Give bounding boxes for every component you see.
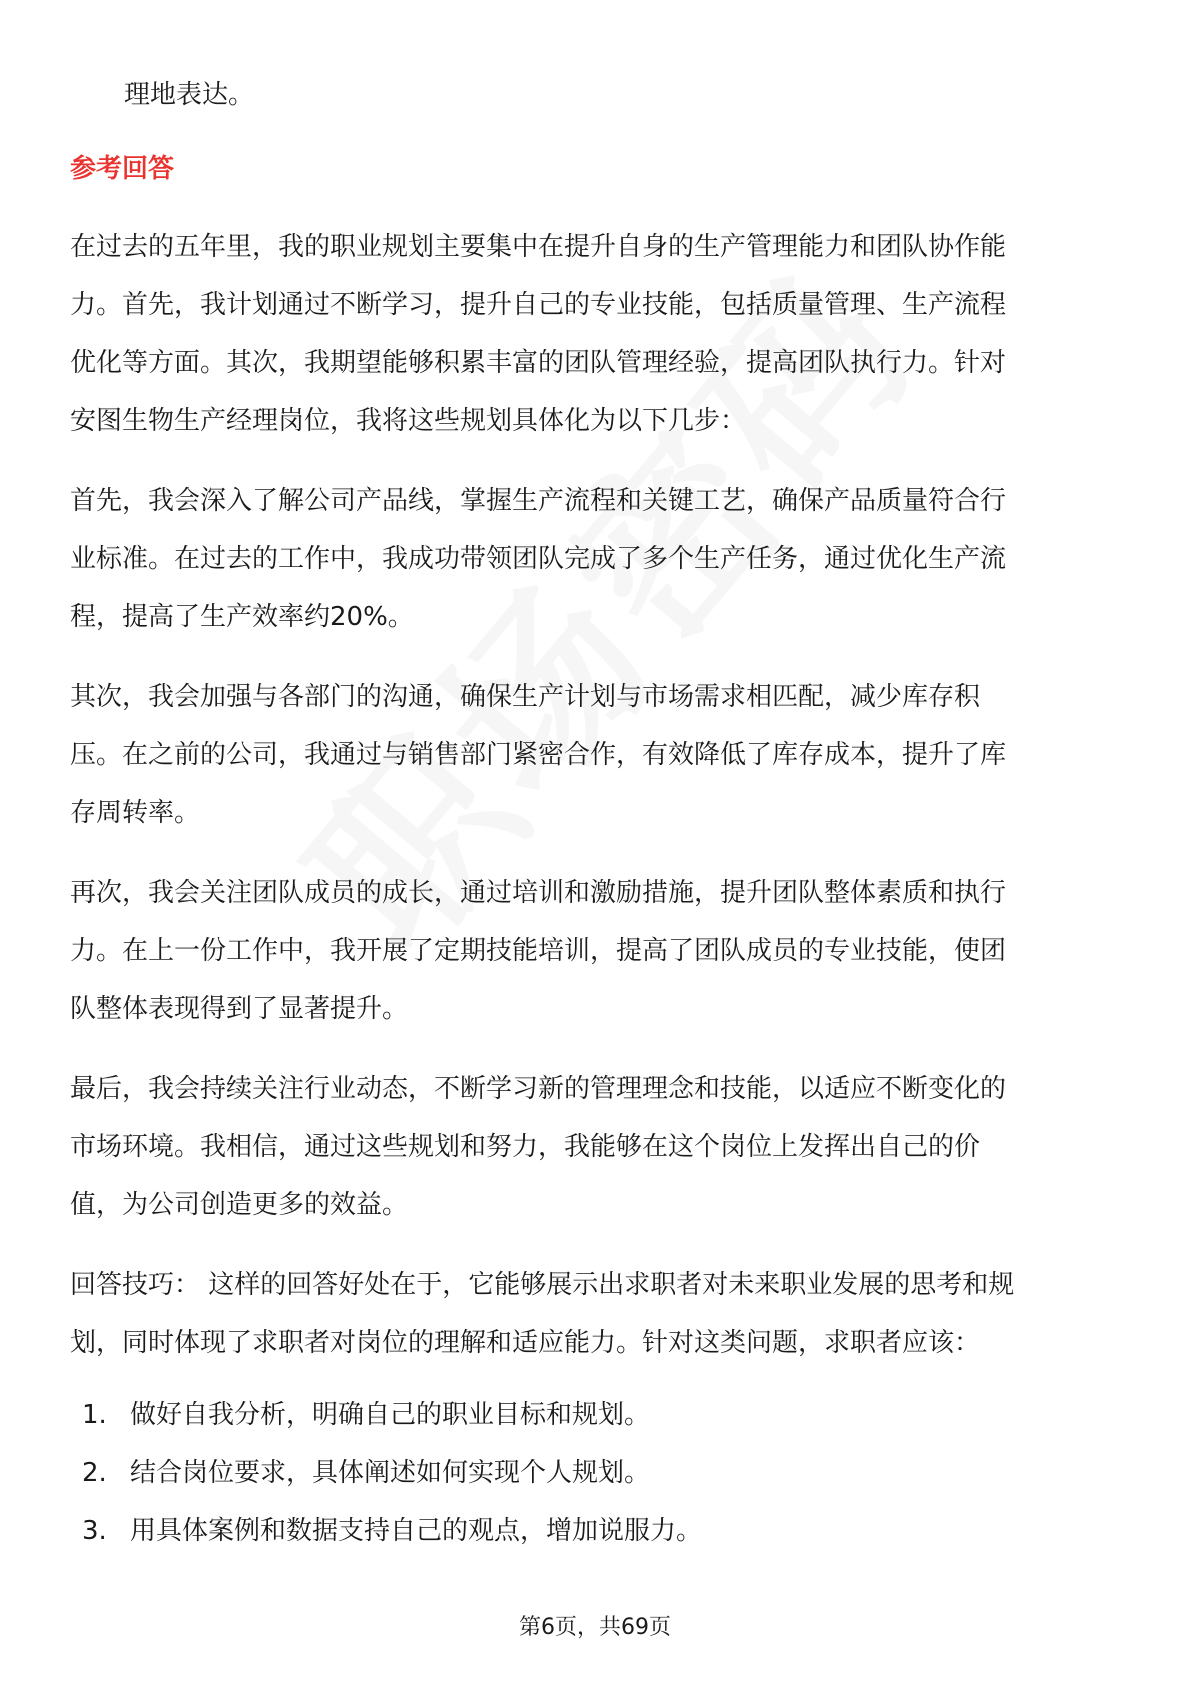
tips-line: 回答技巧： 这样的回答好处在于，它能够展示出求职者对未来职业发展的思考和规 [70, 1270, 1015, 1300]
list-item [70, 1386, 1120, 1444]
paragraph-line: 值，为公司创造更多的效益。 [70, 1190, 409, 1220]
section-heading: 参考回答 [70, 154, 175, 184]
paragraph-line: 市场环境。我相信，通过这些规划和努力，我能够在这个岗位上发挥出自己的价 [70, 1132, 981, 1162]
paragraph-line: 首先，我会深入了解公司产品线，掌握生产流程和关键工艺，确保产品质量符合行 [70, 486, 1007, 516]
answer-tips [70, 1256, 1120, 1372]
paragraph-line: 在过去的五年里，我的职业规划主要集中在提升自身的生产管理能力和团队协作能 [70, 232, 1007, 262]
tips-list [70, 1386, 1120, 1560]
list-number: 3. [82, 1516, 107, 1546]
paragraph-line: 业标准。在过去的工作中，我成功带领团队完成了多个生产任务，通过优化生产流 [70, 544, 1007, 574]
paragraph-line: 再次，我会关注团队成员的成长，通过培训和激励措施，提升团队整体素质和执行 [70, 878, 1007, 908]
paragraph-line: 安图生物生产经理岗位，我将这些规划具体化为以下几步： [70, 406, 747, 436]
list-item [70, 1502, 1120, 1560]
paragraph [70, 1060, 1120, 1234]
list-text: 用具体案例和数据支持自己的观点，增加说服力。 [130, 1516, 703, 1546]
intro-tail: 理地表达。 [124, 80, 255, 110]
paragraph-line: 优化等方面。其次，我期望能够积累丰富的团队管理经验，提高团队执行力。针对 [70, 348, 1007, 378]
paragraph [70, 864, 1120, 1038]
paragraph-line: 压。在之前的公司，我通过与销售部门紧密合作，有效降低了库存成本，提升了库 [70, 740, 1007, 770]
paragraph-line: 存周转率。 [70, 798, 201, 828]
paragraph-line: 力。在上一份工作中，我开展了定期技能培训，提高了团队成员的专业技能，使团 [70, 936, 1007, 966]
page-footer: 第6页，共69页 [519, 1615, 671, 1640]
list-item [70, 1444, 1120, 1502]
paragraph-line: 其次，我会加强与各部门的沟通，确保生产计划与市场需求相匹配，减少库存积 [70, 682, 981, 712]
paragraph [70, 472, 1120, 646]
list-text: 结合岗位要求，具体阐述如何实现个人规划。 [130, 1458, 651, 1488]
paragraph-line: 最后，我会持续关注行业动态，不断学习新的管理理念和技能，以适应不断变化的 [70, 1074, 1007, 1104]
document-content [70, 66, 1120, 1560]
paragraph-line: 队整体表现得到了显著提升。 [70, 994, 409, 1024]
list-text: 做好自我分析，明确自己的职业目标和规划。 [130, 1400, 651, 1430]
paragraph [70, 668, 1120, 842]
paragraph-line: 力。首先，我计划通过不断学习，提升自己的专业技能，包括质量管理、生产流程 [70, 290, 1007, 320]
list-number: 1. [82, 1400, 107, 1430]
list-number: 2. [82, 1458, 107, 1488]
tips-line: 划，同时体现了求职者对岗位的理解和适应能力。针对这类问题，求职者应该： [70, 1328, 981, 1358]
paragraph-line: 程，提高了生产效率约20%。 [70, 602, 414, 632]
paragraph [70, 218, 1120, 450]
